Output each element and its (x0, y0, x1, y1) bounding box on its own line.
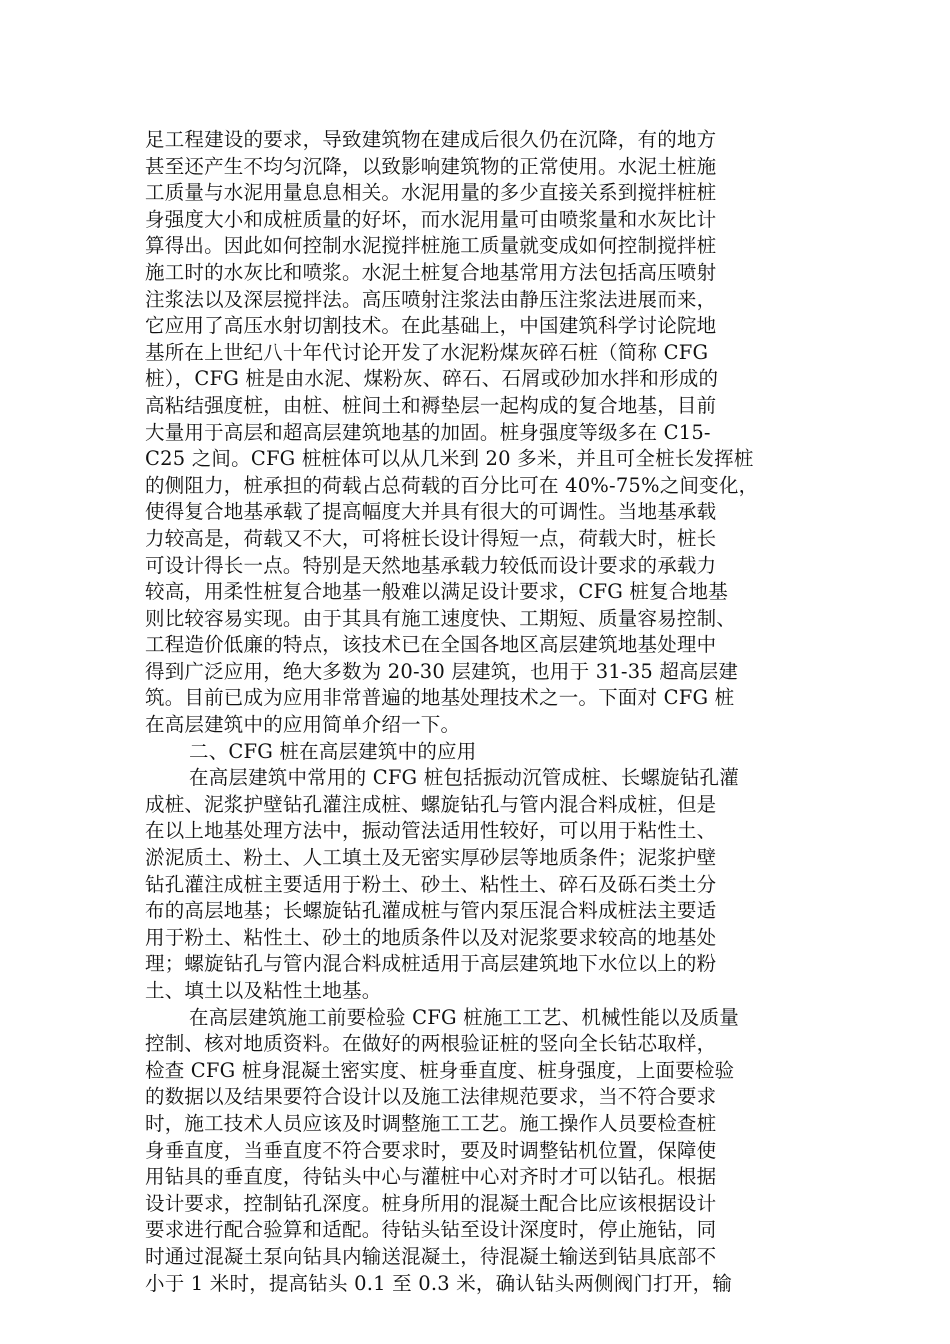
text-line: 在高层建筑中常用的 CFG 桩包括振动沉管成桩、长螺旋钻孔灌 (189, 766, 739, 790)
text-line: 工程造价低廉的特点，该技术已在全国各地区高层建筑地基处理中 (145, 633, 717, 657)
text-line: C25 之间。CFG 桩桩体可以从几米到 20 多米，并且可全桩长发挥桩 (145, 447, 754, 471)
text-line: 使得复合地基承载了提高幅度大并具有很大的可调性。当地基承载 (145, 500, 717, 524)
section-heading: 二、CFG 桩在高层建筑中的应用 (189, 739, 477, 763)
text-line: 甚至还产生不均匀沉降，以致影响建筑物的正常使用。水泥土桩施 (145, 154, 717, 178)
text-line: 足工程建设的要求，导致建筑物在建成后很久仍在沉降，有的地方 (145, 128, 717, 151)
text-line: 施工时的水灰比和喷浆。水泥土桩复合地基常用方法包括高压喷射 (145, 260, 717, 284)
text-line: 筑。目前已成为应用非常普遍的地基处理技术之一。下面对 CFG 桩 (145, 686, 735, 710)
text-line: 设计要求，控制钻孔深度。桩身所用的混凝土配合比应该根据设计 (145, 1191, 717, 1215)
text-line: 力较高是，荷载又不大，可将桩长设计得短一点，荷载大时，桩长 (145, 526, 717, 550)
text-line: 理；螺旋钻孔与管内混合料成桩适用于高层建筑地下水位以上的粉 (145, 952, 717, 976)
text-line: 钻孔灌注成桩主要适用于粉土、砂土、粘性土、碎石及砾石类土分 (145, 872, 717, 896)
body-text (145, 127, 805, 1297)
text-line: 得到广泛应用，绝大多数为 20-30 层建筑，也用于 31-35 超高层建 (145, 659, 739, 683)
text-line: 的数据以及结果要符合设计以及施工法律规范要求，当不符合要求 (145, 1085, 717, 1109)
text-line: 淤泥质土、粉土、人工填土及无密实厚砂层等地质条件；泥浆护壁 (145, 846, 717, 870)
text-line: 检查 CFG 桩身混凝土密实度、桩身垂直度、桩身强度，上面要检验 (145, 1058, 735, 1082)
text-line: 布的高层地基；长螺旋钻孔灌成桩与管内泵压混合料成桩法主要适 (145, 899, 717, 923)
text-line: 时，施工技术人员应该及时调整施工工艺。施工操作人员要检查桩 (145, 1111, 717, 1135)
text-line: 工质量与水泥用量息息相关。水泥用量的多少直接关系到搅拌桩桩 (145, 181, 717, 205)
text-line: 可设计得长一点。特别是天然地基承载力较低而设计要求的承载力 (145, 553, 717, 577)
text-line: 它应用了高压水射切割技术。在此基础上，中国建筑科学讨论院地 (145, 314, 717, 338)
text-line: 用于粉土、粘性土、砂土的地质条件以及对泥浆要求较高的地基处 (145, 925, 717, 949)
text-line: 算得出。因此如何控制水泥搅拌桩施工质量就变成如何控制搅拌桩 (145, 234, 717, 258)
text-line: 则比较容易实现。由于其具有施工速度快、工期短、质量容易控制、 (145, 606, 737, 630)
text-line: 土、填土以及粘性土地基。 (145, 979, 382, 1002)
text-line: 高粘结强度桩，由桩、桩间土和褥垫层一起构成的复合地基，目前 (145, 393, 717, 417)
text-line: 在高层建筑中的应用简单介绍一下。 (145, 713, 461, 737)
text-line: 大量用于高层和超高层建筑地基的加固。桩身强度等级多在 C15- (145, 420, 711, 444)
text-line: 较高，用柔性桩复合地基一般难以满足设计要求，CFG 桩复合地基 (145, 580, 728, 604)
text-line: 桩），CFG 桩是由水泥、煤粉灰、碎石、石屑或砂加水拌和形成的 (145, 367, 719, 391)
text-line: 基所在上世纪八十年代讨论开发了水泥粉煤灰碎石桩（简称 CFG (145, 340, 709, 364)
text-line: 成桩、泥浆护壁钻孔灌注成桩、螺旋钻孔与管内混合料成桩，但是 (145, 792, 717, 816)
text-line: 在高层建筑施工前要检验 CFG 桩施工工艺、机械性能以及质量 (189, 1005, 739, 1029)
text-line: 控制、核对地质资料。在做好的两根验证桩的竖向全长钻芯取样， (145, 1032, 717, 1056)
text-line: 的侧阻力，桩承担的荷载占总荷载的百分比可在 40%-75%之间变化， (145, 473, 759, 497)
text-line: 注浆法以及深层搅拌法。高压喷射注浆法由静压注浆法进展而来， (145, 287, 717, 311)
text-line: 在以上地基处理方法中，振动管法适用性较好，可以用于粘性土、 (145, 819, 717, 843)
text-line: 小于 1 米时，提高钻头 0.1 至 0.3 米，确认钻头两侧阀门打开，输 (145, 1271, 733, 1295)
text-line: 身垂直度，当垂直度不符合要求时，要及时调整钻机位置，保障使 (145, 1138, 717, 1162)
text-line: 用钻具的垂直度，待钻头中心与灌桩中心对齐时才可以钻孔。根据 (145, 1165, 717, 1189)
text-line: 身强度大小和成桩质量的好坏，而水泥用量可由喷浆量和水灰比计 (145, 207, 717, 231)
text-line: 时通过混凝土泵向钻具内输送混凝土，待混凝土输送到钻具底部不 (145, 1244, 717, 1268)
text-line: 要求进行配合验算和适配。待钻头钻至设计深度时，停止施钻，同 (145, 1218, 717, 1242)
